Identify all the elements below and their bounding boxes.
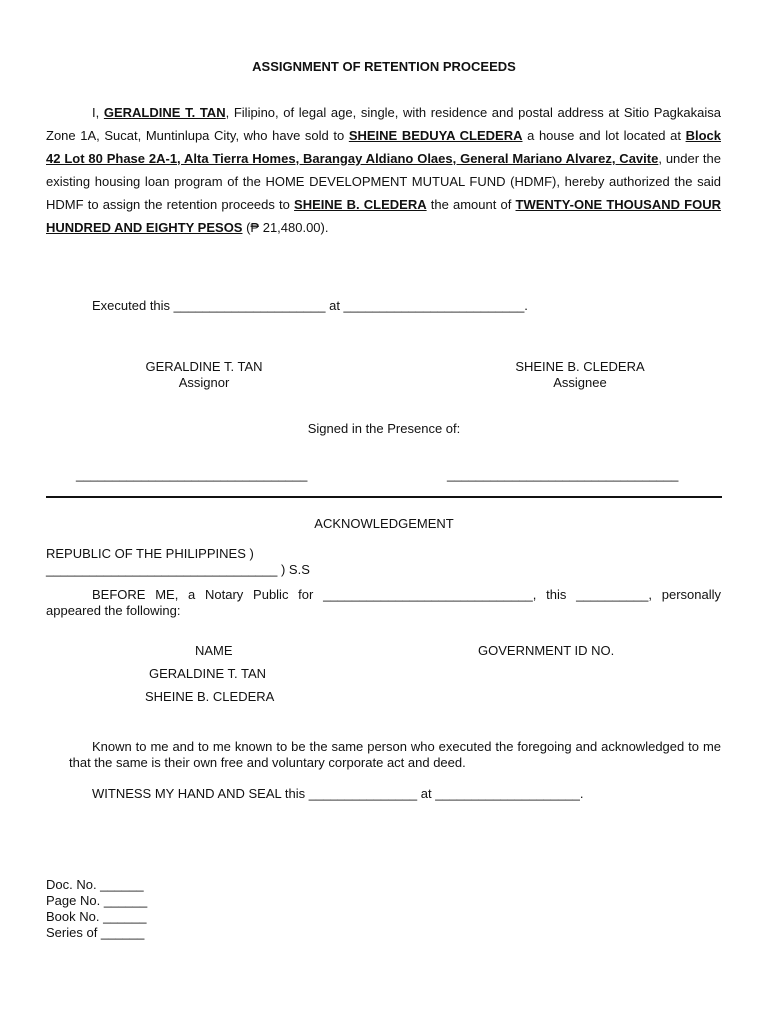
witness-signature-line-left: ________________________________ [76,467,308,482]
page-no: Page No. ______ [46,893,148,908]
assignee-name-bold: SHEINE B. CLEDERA [294,197,427,212]
book-no: Book No. ______ [46,909,147,924]
appearing-person-1: GERALDINE T. TAN [149,666,267,681]
amount-words-bold: TWENTY-ONE THOUSAND FOUR HUNDRED AND EIGHTY PESOS [46,197,721,235]
assignor-name-bold: GERALDINE T. TAN [103,105,226,120]
executed-line: Executed this _____________________ at _________________________. [92,298,528,313]
known-text: Known to me and to me known to be the same person who executed the foregoing and acknowledged to me that the same is their own free and voluntary corporate act and deed. [69,739,721,770]
assignee-role: Assignee [553,375,607,390]
doc-no: Doc. No. ______ [46,877,144,892]
section-divider [46,496,722,498]
republic-line: REPUBLIC OF THE PHILIPPINES ) [46,546,254,561]
known-to-me-paragraph [69,739,721,771]
p1-text-e: the amount of [426,197,516,212]
witness-seal-line: WITNESS MY HAND AND SEAL this _______________ at ____________________. [92,786,584,801]
before-me-text: BEFORE ME, a Notary Public for _____________________________, this __________, personally appeared the following: [46,587,721,618]
document-title: ASSIGNMENT OF RETENTION PROCEEDS [252,59,516,74]
assignee-name: SHEINE B. CLEDERA [515,359,645,374]
p1-text-f: (₱ 21,480.00). [242,220,329,235]
p1-text-d: , under the existing housing loan program of the HOME DEVELOPMENT MUTUAL FUND (HDMF), hereby authorized the said HDMF to assign the retention proceeds to [46,151,721,212]
assignor-signature-block [104,359,304,391]
p1-text-c: a house and lot located at [522,128,686,143]
assignee-signature-block [480,359,680,391]
name-column-header: NAME [195,643,233,658]
gov-id-column-header: GOVERNMENT ID NO. [478,643,615,658]
p1-text-a: I, [92,105,104,120]
series-of: Series of ______ [46,925,145,940]
presence-label: Signed in the Presence of: [307,421,461,436]
assignor-role: Assignor [178,375,230,390]
notarial-register-block [46,877,147,941]
acknowledgement-heading: ACKNOWLEDGEMENT [314,516,454,531]
ss-line: ________________________________ ) S.S [46,562,310,577]
before-me-paragraph [46,587,721,619]
property-address-bold: Block 42 Lot 80 Phase 2A-1, Alta Tierra Homes, Barangay Aldiano Olaes, General Mariano Alvarez, Cavite [46,128,721,166]
buyer-name-bold: SHEINE BEDUYA CLEDERA [348,128,523,143]
witness-signature-line-right: ________________________________ [447,467,679,482]
p1-text-b: , Filipino, of legal age, single, with residence and postal address at Sitio Pagkakaisa Zone 1A, Sucat, Muntinlupa City, who have sold to [46,105,721,143]
assignment-paragraph [46,101,721,239]
appearing-person-2: SHEINE B. CLEDERA [145,689,275,704]
assignor-name: GERALDINE T. TAN [145,359,263,374]
